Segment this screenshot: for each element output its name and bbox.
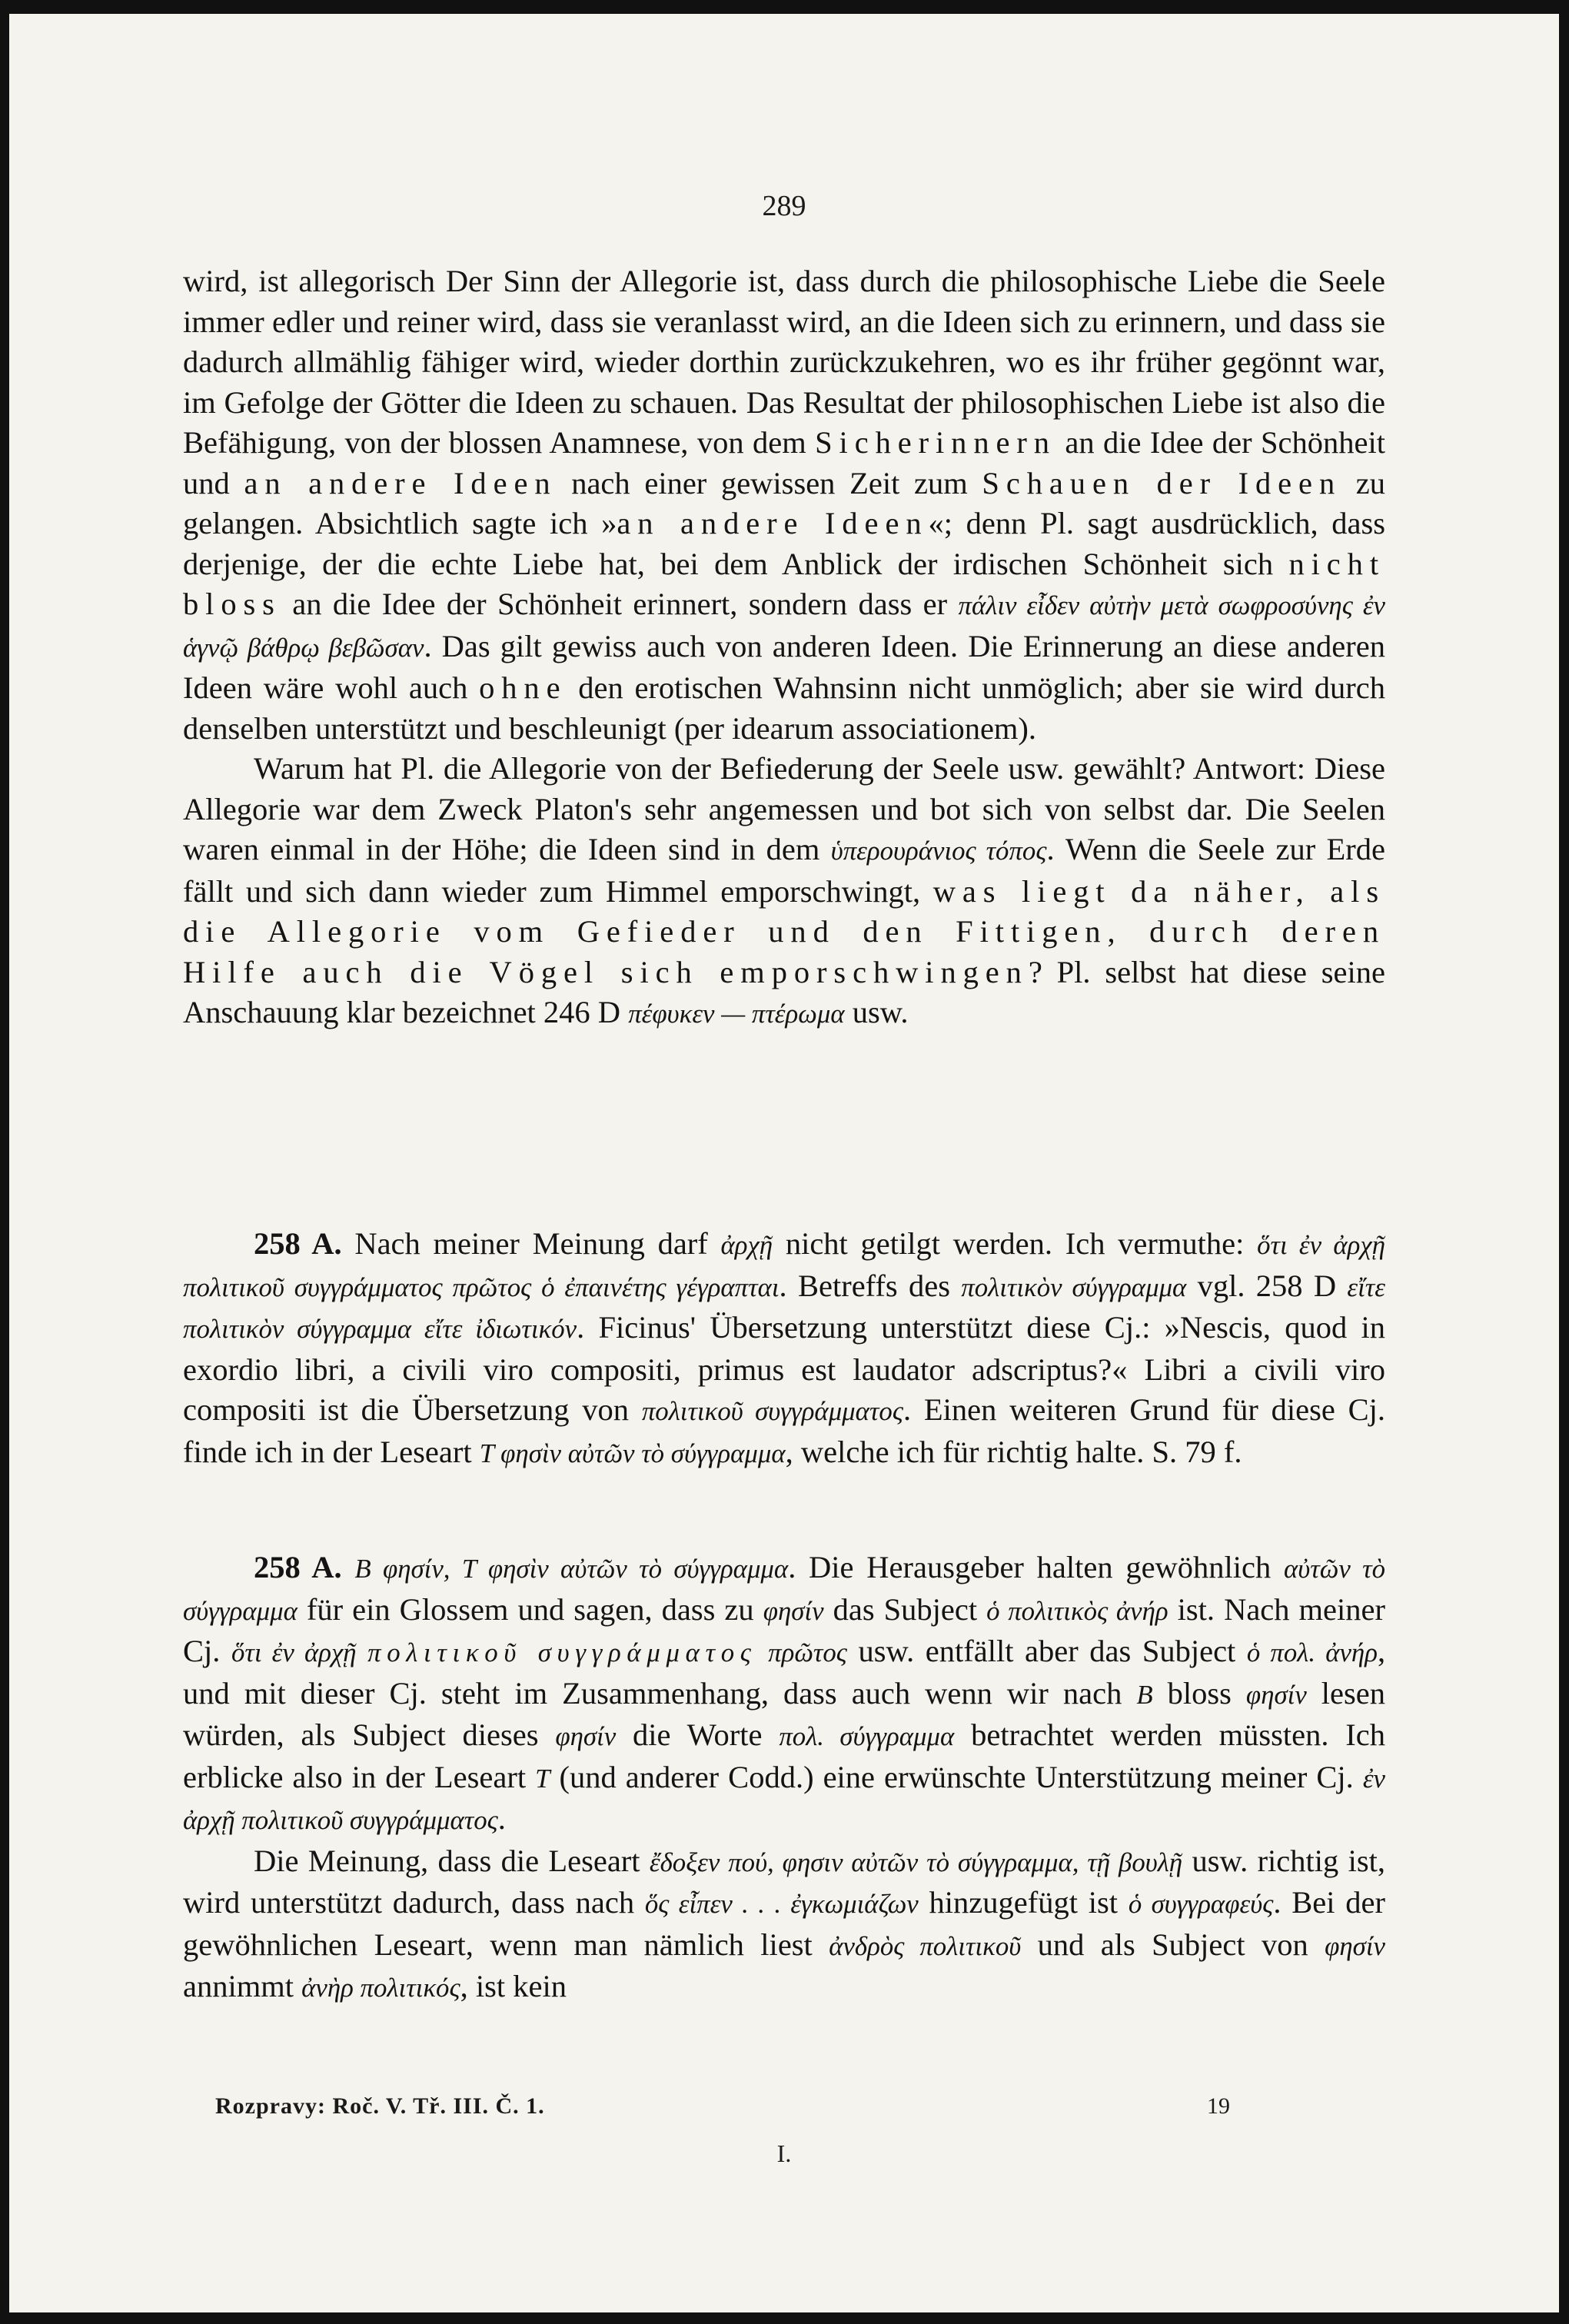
text-run: ἀρχῇ <box>720 1230 773 1260</box>
text-run: φησίν <box>555 1721 617 1751</box>
text-run: πάλιν εἶδεν αὐτὴν μετὰ σωφροσύνης ἐν ἁγνῷ βάθρῳ βεβῶσαν <box>183 590 1385 663</box>
text-run: εἴτε πολιτικὸν σύγγραμμα εἴτε ἰδιωτικόν <box>183 1272 1385 1344</box>
text-run <box>357 1634 368 1668</box>
text-run: B φησίν, T φησὶν αὐτῶν τὸ σύγγραμμα <box>354 1554 789 1584</box>
paragraph <box>183 1841 1385 2009</box>
text-run: usw. entfällt aber das Subject <box>846 1634 1247 1668</box>
text-run: lesen würden, als Subject dieses <box>183 1675 1386 1752</box>
text-run: die Worte <box>616 1717 780 1752</box>
paragraph <box>183 261 1385 749</box>
text-run: πολιτικοῦ συγγράμματος <box>641 1396 903 1426</box>
text-run: πρῶτος <box>768 1637 847 1667</box>
text-run: ohne <box>479 670 567 705</box>
text-run: ὁ πολ. ἀνήρ <box>1246 1637 1378 1667</box>
text-run: Die Meinung, dass die Leseart <box>254 1843 650 1878</box>
text-run <box>757 1634 769 1668</box>
body-text-upper <box>183 261 1385 1035</box>
text-run: vgl. 258 D <box>1186 1268 1348 1303</box>
text-run: ἔδοξεν πού, φησιν αὐτῶν τὸ σύγγραμμα, τῇ βουλῇ <box>649 1847 1183 1877</box>
text-run: φησίν <box>1245 1679 1307 1710</box>
text-run: und als Subject von <box>1021 1927 1325 1962</box>
body-text-lower <box>183 1224 1385 2009</box>
text-run: nicht bloss <box>183 546 1385 621</box>
text-run: wird, ist allegorisch Der Sinn der Allegorie ist, dass durch die philosophische Liebe die Seele immer edler und reiner wird, dass sie veranlasst wird, an die Ideen sich zu erinnern, und dass sie dadurch allmählig fähiger wird, wieder dorthin zurückzukehren, wo es ihr früher gegönnt war, im Gefolge der Götter die Ideen zu schauen. Das Resultat der philosophischen Liebe ist also die Befähigung, von der blossen Anamnese, von dem <box>183 264 1385 460</box>
text-run: αὐτῶν τὸ σύγγραμμα <box>183 1554 1385 1626</box>
text-run: für ein Glossem und sagen, dass zu <box>297 1591 763 1627</box>
text-run: ὅτι ἐν ἀρχῇ πολιτικοῦ συγγράμματος πρῶτος ὁ ἐπαινέτης γέγραπται <box>183 1230 1385 1302</box>
text-run: ἀνὴρ πολιτικός <box>301 1973 460 2003</box>
footer-sheet-number: 19 <box>1207 2093 1230 2119</box>
text-run: πέφυκεν — πτέρωμα <box>628 999 845 1029</box>
text-run: bloss <box>1152 1675 1246 1711</box>
text-run: Nach meiner Meinung darf <box>341 1226 721 1261</box>
paragraph <box>183 1224 1385 1474</box>
text-run: usw. richtig ist, wird unterstützt dadurch, dass nach <box>183 1843 1386 1920</box>
text-run: zu gelangen. Absichtlich sagte ich » <box>183 465 1386 540</box>
text-run: , welche ich für richtig halte. S. 79 f. <box>785 1434 1242 1469</box>
text-run: T <box>535 1763 550 1794</box>
text-run <box>342 1550 355 1584</box>
text-run: 258 A. <box>254 1550 342 1584</box>
text-run: an andere Ideen <box>617 506 929 540</box>
text-run: nach einer gewissen Zeit zum <box>557 465 982 500</box>
text-run: an die Idee der Schönheit erinnert, sondern dass er <box>281 587 959 621</box>
text-run: was liegt da näher, als die Allegorie vom Gefieder und den Fittigen, durch deren Hilfe auch die Vögel sich emporschwingen <box>183 873 1385 989</box>
text-run: . Das gilt gewiss auch von anderen Ideen. Die Erinnerung an diese anderen Ideen wäre wohl auch <box>183 628 1385 705</box>
text-run: , und mit dieser Cj. steht im Zusammenhang, dass auch wenn wir nach <box>183 1634 1386 1711</box>
text-run: πολ. σύγγραμμα <box>779 1721 955 1751</box>
text-run: betrachtet werden müssten. Ich erblicke also in der Leseart <box>183 1717 1385 1794</box>
text-run: Sicherinnern <box>815 425 1056 460</box>
text-run: T φησὶν αὐτῶν τὸ σύγγραμμα <box>479 1438 786 1468</box>
text-run: ἐν ἀρχῇ πολιτικοῦ συγγράμματος <box>183 1763 1385 1835</box>
footer-series-title: Rozpravy: Roč. V. Tř. III. Č. 1. <box>215 2093 545 2119</box>
text-run: hinzugefügt ist <box>918 1885 1129 1920</box>
paragraph <box>183 749 1385 1035</box>
text-run: . <box>497 1801 506 1836</box>
text-run: . Bei der gewöhnlichen Leseart, wenn man nämlich liest <box>183 1885 1385 1962</box>
text-run: nicht getilgt werden. Ich vermuthe: <box>773 1226 1258 1261</box>
text-run: ὅτι ἐν ἀρχῇ <box>231 1637 357 1667</box>
text-run: «; denn Pl. sagt ausdrücklich, dass derjenige, der die echte Liebe hat, bei dem Anblick der irdischen Schönheit sich <box>183 506 1386 581</box>
page-number: 289 <box>762 190 806 222</box>
text-run: (und anderer Codd.) eine erwünschte Unterstützung meiner Cj. <box>550 1759 1363 1794</box>
text-run: . Einen weiteren Grund für diese Cj. finde ich in der Leseart <box>183 1392 1386 1469</box>
text-run: ὅς εἶπεν . . . ἐγκωμιάζων <box>644 1889 919 1919</box>
text-run: ὑπερουράνιος τόπος <box>830 836 1047 866</box>
text-run: an andere Ideen <box>244 465 557 500</box>
text-run: usw. <box>844 995 909 1029</box>
text-run: φησίν <box>763 1595 824 1626</box>
text-run: B <box>1136 1679 1153 1710</box>
text-run: ἀνδρὸς πολιτικοῦ <box>829 1930 1022 1961</box>
text-run: πολιτικοῦ συγγράμματος <box>367 1637 757 1667</box>
text-run: Warum hat Pl. die Allegorie von der Befiederung der Seele usw. gewählt? Antwort: Diese Allegorie war dem Zweck Platon's sehr angemessen und bot sich von selbst dar. Die Seelen waren einmal in der Höhe; die Ideen sind in dem <box>183 751 1385 866</box>
text-run: , ist kein <box>460 1969 567 2003</box>
book-page <box>9 14 1559 2312</box>
text-run: 258 A. <box>254 1226 342 1261</box>
text-run: ? Pl. selbst hat diese seine Anschauung klar bezeichnet 246 D <box>183 954 1385 1029</box>
signature-mark: I. <box>776 2139 792 2167</box>
text-run: Schauen der Ideen <box>982 465 1342 500</box>
text-run: ὁ συγγραφεύς <box>1128 1889 1274 1919</box>
text-run: den erotischen Wahnsinn nicht unmöglich; aber sie wird durch denselben unterstützt und beschleunigt (per idearum associationem). <box>183 670 1385 746</box>
text-run: . Wenn die Seele zur Erde fällt und sich dann wieder zum Himmel emporschwingt, <box>183 832 1385 909</box>
text-run: . Die Herausgeber halten gewöhnlich <box>788 1550 1285 1584</box>
text-run: das Subject <box>823 1591 987 1627</box>
text-run: annimmt <box>183 1969 302 2003</box>
text-run: φησίν <box>1325 1930 1385 1961</box>
text-run: an die Idee der Schönheit und <box>183 425 1385 500</box>
text-run: ὁ πολιτικὸς ἀνήρ <box>986 1595 1168 1626</box>
paragraph <box>183 1548 1385 1841</box>
text-run: . Betreffs des <box>779 1268 962 1303</box>
text-run: ist. Nach meiner Cj. <box>183 1591 1385 1668</box>
text-run: . Ficinus' Übersetzung unterstützt diese Cj.: »Nescis, quod in exordio libri, a civili viro compositi, primus est laudator adscriptus?« Libri a civili viro compositi ist die Übersetzung von <box>183 1310 1386 1427</box>
text-run: πολιτικὸν σύγγραμμα <box>961 1272 1187 1302</box>
